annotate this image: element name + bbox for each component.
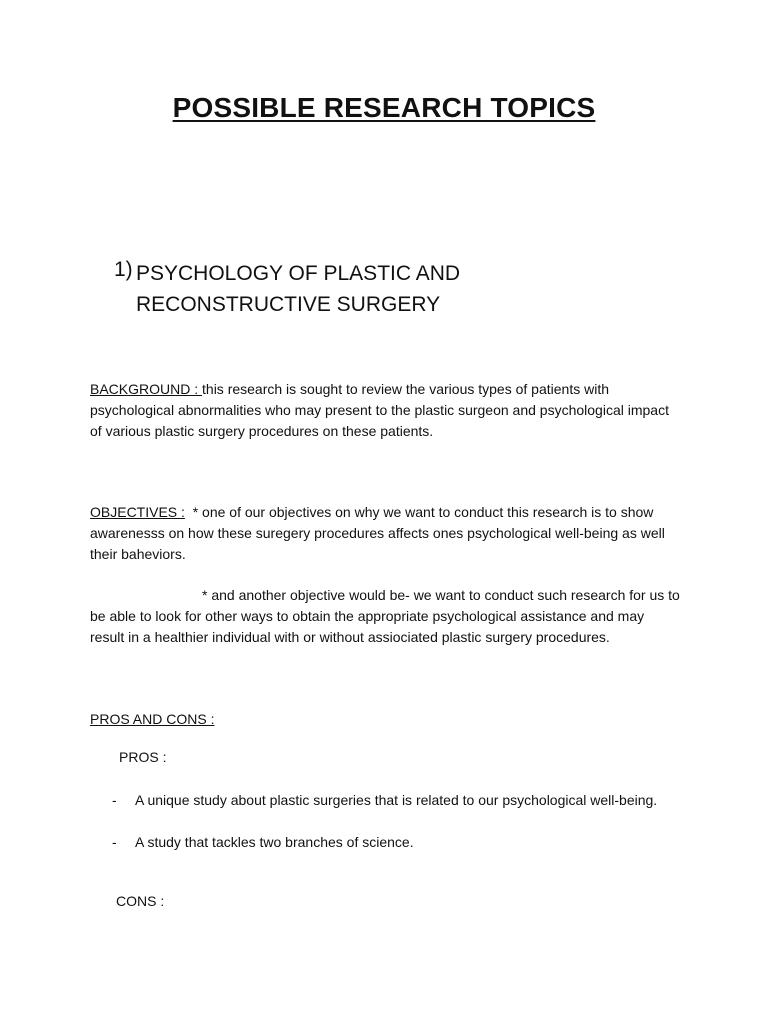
list-item [112,832,672,853]
pros-item-1: A unique study about plastic surgeries that is related to our psychological well-being. [135,792,658,808]
topic-number: 1) [114,258,133,281]
objective-item-1: * one of our objectives on why we want to conduct this research is to show awarenesss on how these suregery procedures affects ones psychological well-being as well their baheviors. [90,504,665,562]
list-item [112,790,672,811]
pros-label: PROS : [119,749,167,765]
background-paragraph [90,379,680,442]
bullet-dash: - [112,792,117,808]
objectives-paragraph-2 [90,585,680,648]
pros-cons-heading: PROS AND CONS : [90,711,215,727]
background-text: this research is sought to review the various types of patients with psychological abnormalities who may present to the plastic surgeon and psychological impact of various plastic surgery procedures on these patients. [90,381,669,439]
objectives-paragraph [90,502,680,565]
bullet-dash: - [112,834,117,850]
cons-label: CONS : [116,893,165,909]
page-title: POSSIBLE RESEARCH TOPICS [172,92,596,123]
background-label: BACKGROUND : [90,381,203,397]
topic-heading: PSYCHOLOGY OF PLASTIC AND RECONSTRUCTIVE SURGERY [136,262,461,316]
objectives-label: OBJECTIVES : [90,504,185,520]
objective-item-2: * and another objective would be- we want to conduct such research for us to be able to look for other ways to obtain the appropriate psychological assistance and may result in a healthier individual with or without assiociated plastic surgery procedures. [90,587,680,645]
pros-item-2: A study that tackles two branches of science. [135,834,414,850]
